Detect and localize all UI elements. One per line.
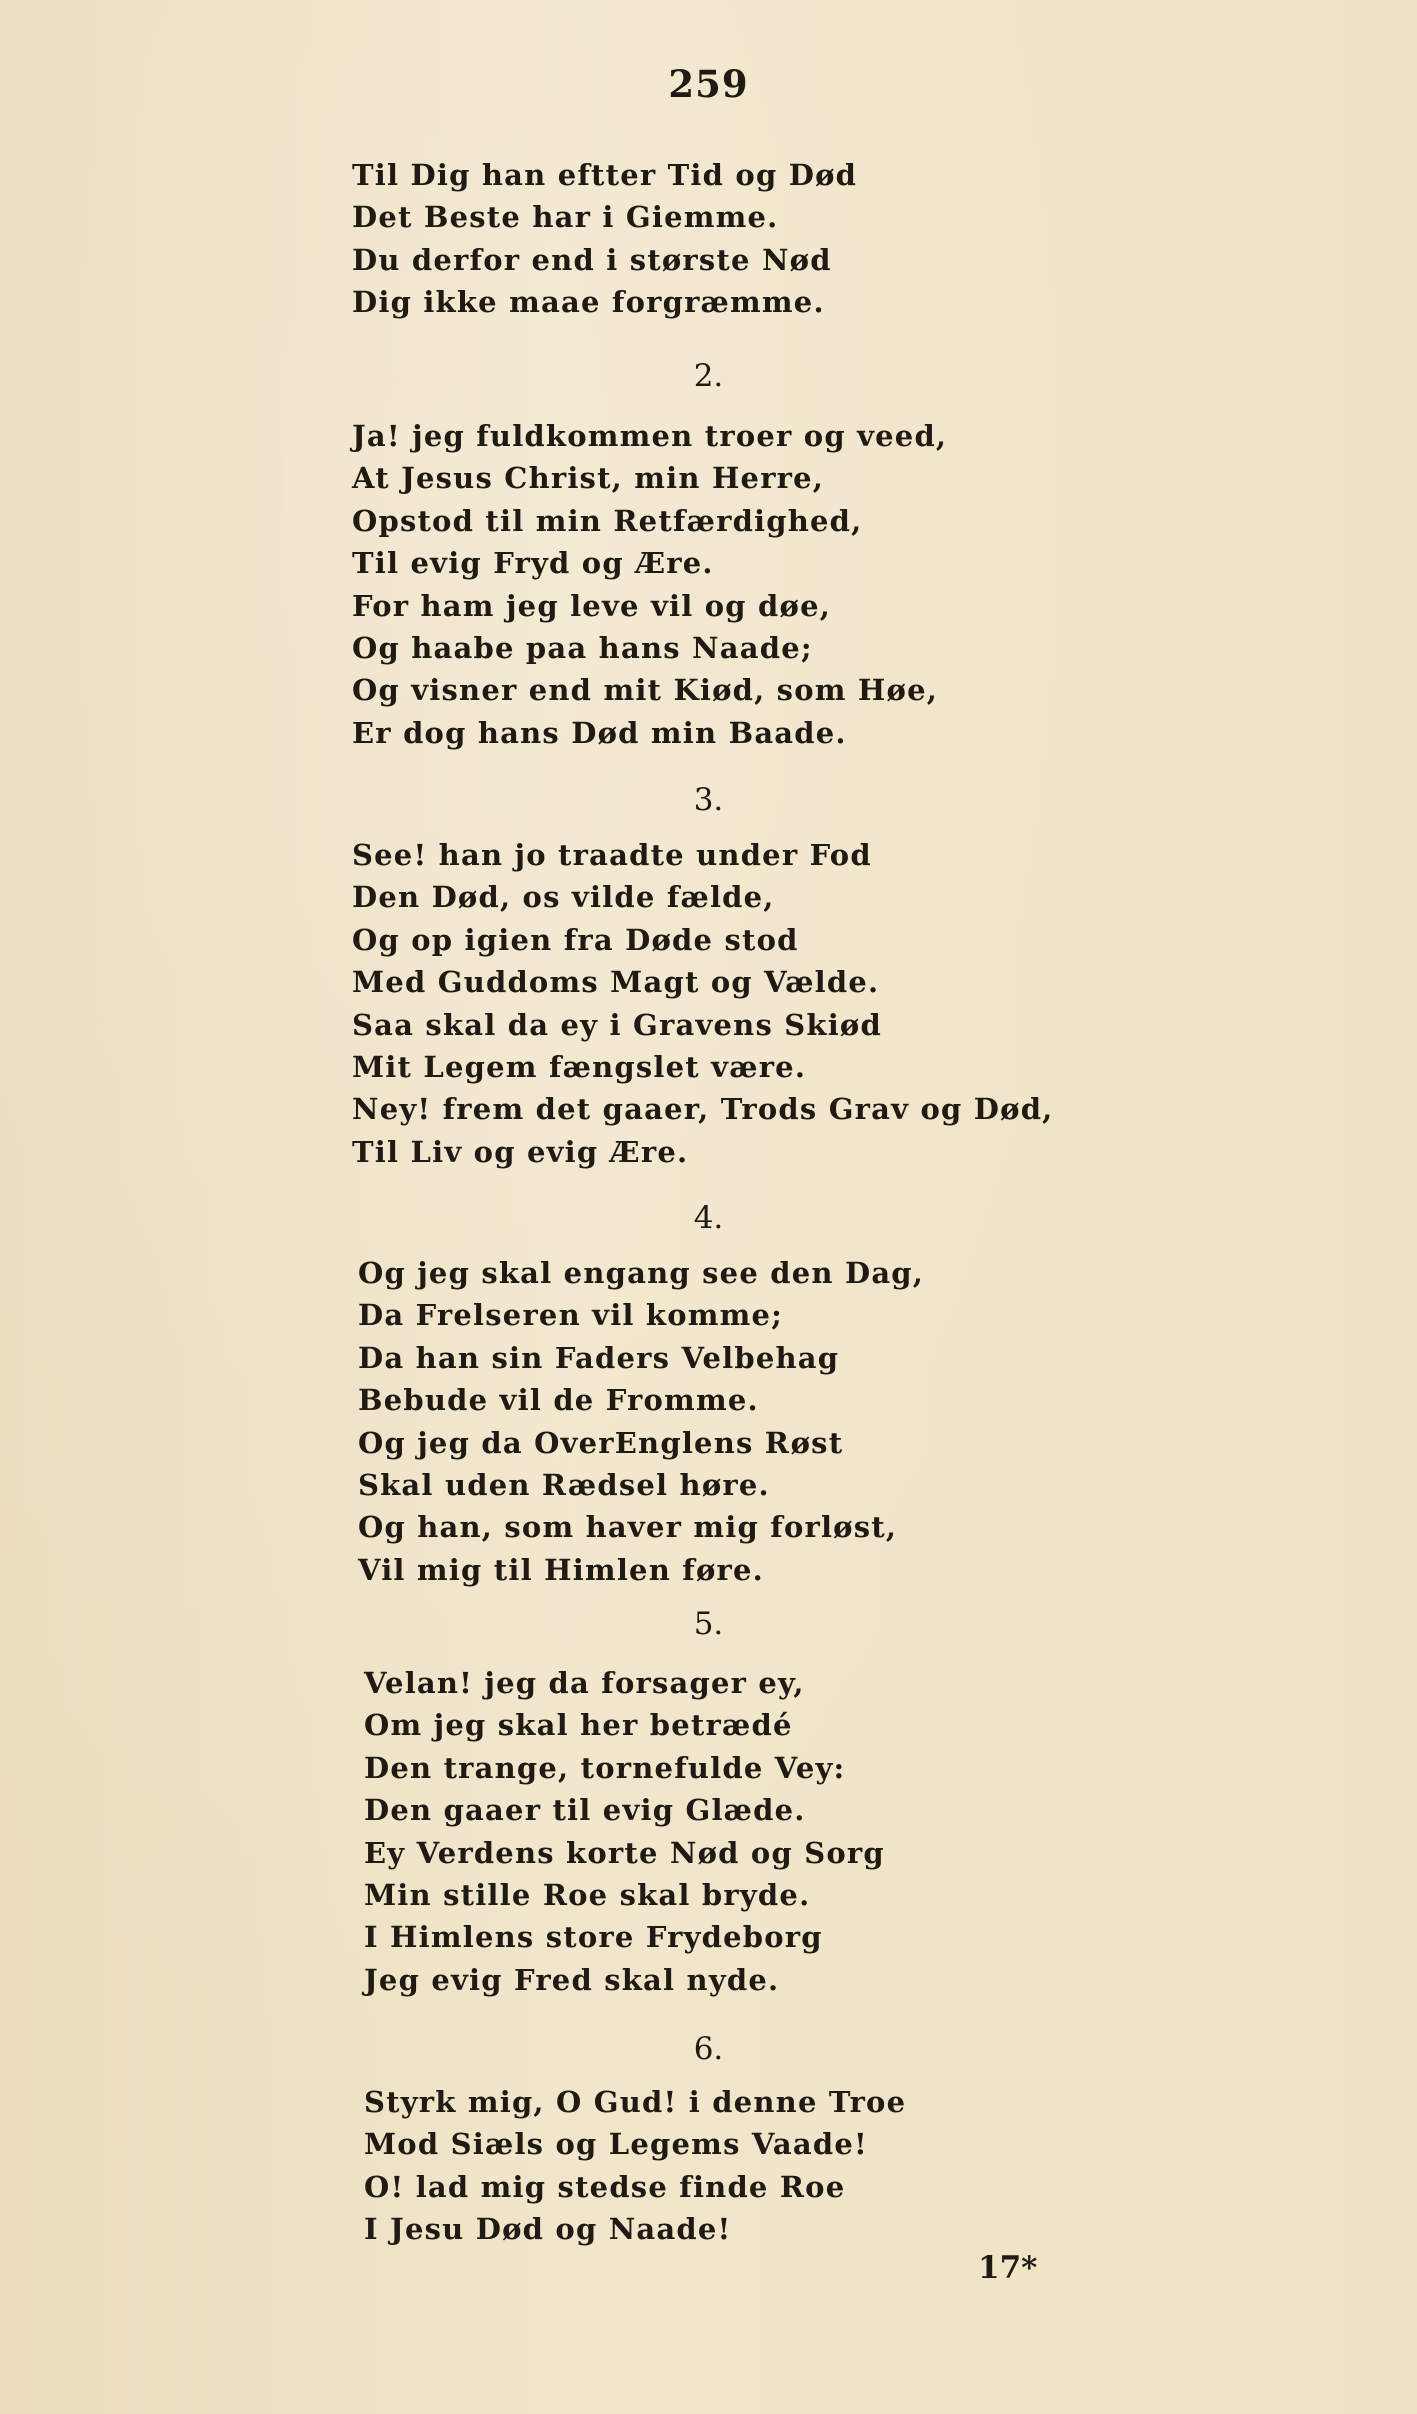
verse-line: Opstod til min Retfærdighed, [352, 503, 863, 538]
stanza-number: 3. [693, 782, 724, 818]
verse-line: See! han jo traadte under Fod [352, 838, 872, 872]
verse-line: For ham jeg leve vil og døe, [352, 588, 832, 623]
verse-line: Du derfor end i største Nød [352, 242, 832, 277]
verse-line: Og jeg da OverEnglens Røst [358, 1425, 844, 1460]
verse-line: Styrk mig, O Gud! i denne Troe [364, 2085, 907, 2119]
verse-line: Skal uden Rædsel høre. [358, 1467, 770, 1502]
verse-line: Den trange, tornefulde Vey: [364, 1750, 846, 1785]
stanza-1 [352, 154, 1352, 324]
verse-line: Med Guddoms Magt og Vælde. [352, 965, 880, 1000]
verse-line: Da Frelseren vil komme; [358, 1298, 784, 1333]
stanza-number: 2. [693, 358, 724, 394]
verse-line: Bebude vil de Fromme. [358, 1383, 759, 1418]
verse-line: Om jeg skal her betrædé [364, 1708, 793, 1743]
verse-line: Den gaaer til evig Glæde. [364, 1793, 806, 1828]
stanza-5 [364, 1662, 1364, 2001]
verse-line: Da han sin Faders Velbehag [358, 1340, 840, 1375]
verse-line: At Jesus Christ, min Herre, [352, 461, 825, 496]
verse-line: Det Beste har i Giemme. [352, 200, 779, 235]
verse-line: Jeg evig Fred skal nyde. [364, 1962, 780, 1997]
verse-line: Den Død, os vilde fælde, [352, 880, 775, 915]
verse-line: I Jesu Død og Naade! [364, 2212, 732, 2247]
stanza-6 [364, 2081, 1364, 2251]
verse-line: Og visner end mit Kiød, som Høe, [352, 673, 939, 708]
stanza-4 [358, 1252, 1358, 1591]
verse-line: Og op igien fra Døde stod [352, 922, 799, 957]
verse-line: Velan! jeg da forsager ey, [364, 1666, 805, 1700]
verse-line: Er dog hans Død min Baade. [352, 715, 847, 750]
stanza-number: 6. [693, 2031, 724, 2067]
verse-line: Ey Verdens korte Nød og Sorg [364, 1835, 885, 1870]
verse-line: Til Dig han eftter Tid og Død [352, 158, 858, 192]
verse-line: Min stille Roe skal bryde. [364, 1877, 811, 1912]
verse-line: Til evig Fryd og Ære. [352, 546, 714, 581]
verse-line: Saa skal da ey i Gravens Skiød [352, 1007, 882, 1042]
stanza-3 [352, 834, 1352, 1173]
verse-line: O! lad mig stedse finde Roe [364, 2169, 846, 2204]
verse-line: Mit Legem fængslet være. [352, 1049, 807, 1084]
stanza-number: 5. [693, 1606, 724, 1642]
verse-line: Og jeg skal engang see den Dag, [358, 1256, 925, 1290]
verse-line: I Himlens store Frydeborg [364, 1920, 823, 1955]
verse-line: Ney! frem det gaaer, Trods Grav og Død, [352, 1092, 1054, 1127]
printer-signature-mark: 17* [978, 2250, 1038, 2286]
page-number: 259 [668, 62, 749, 106]
verse-line: Mod Siæls og Legems Vaade! [364, 2127, 868, 2162]
verse-line: Ja! jeg fuldkommen troer og veed, [352, 419, 948, 453]
verse-line: Og han, som haver mig forløst, [358, 1510, 898, 1545]
stanza-number: 4. [693, 1200, 724, 1236]
verse-line: Vil mig til Himlen føre. [358, 1552, 764, 1587]
verse-line: Til Liv og evig Ære. [352, 1134, 689, 1169]
verse-line: Og haabe paa hans Naade; [352, 630, 813, 665]
verse-line: Dig ikke maae forgræmme. [352, 285, 825, 320]
stanza-2 [352, 415, 1352, 754]
